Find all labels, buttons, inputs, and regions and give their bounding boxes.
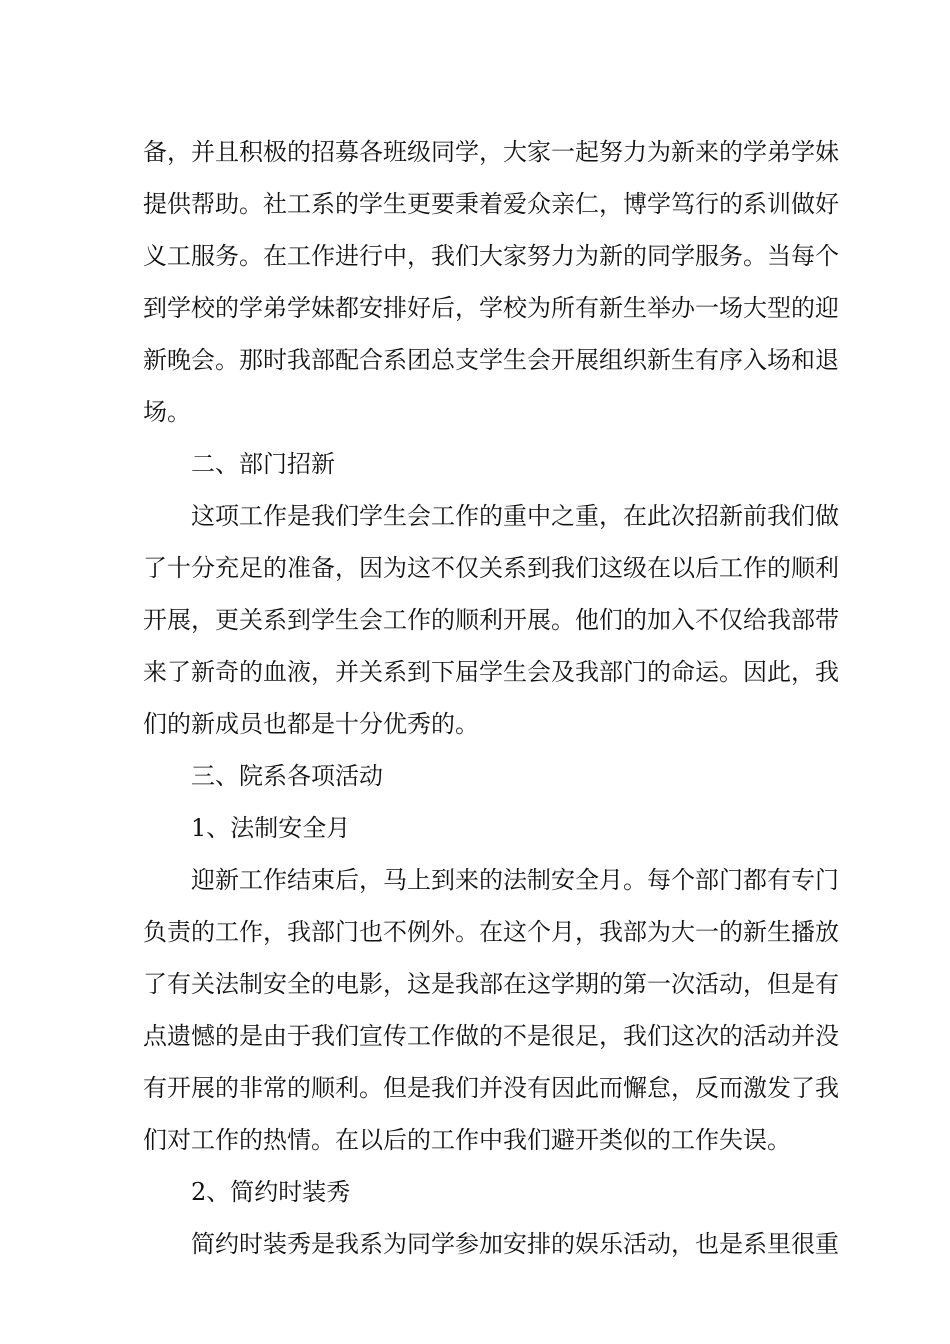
subsection-heading: 1、法制安全月 bbox=[191, 814, 351, 842]
paragraph-line: 了十分充足的准备，因为这不仅关系到我们这级在以后工作的顺利 bbox=[143, 554, 839, 582]
paragraph-line: 点遗憾的是由于我们宣传工作做的不是很足，我们这次的活动并没 bbox=[143, 1022, 839, 1050]
paragraph-line: 义工服务。在工作进行中，我们大家努力为新的同学服务。当每个 bbox=[143, 242, 839, 270]
paragraph-line: 新晚会。那时我部配合系团总支学生会开展组织新生有序入场和退 bbox=[143, 346, 839, 374]
paragraph-line: 简约时装秀是我系为同学参加安排的娱乐活动，也是系里很重 bbox=[191, 1230, 839, 1258]
paragraph-line: 提供帮助。社工系的学生更要秉着爱众亲仁，博学笃行的系训做好 bbox=[143, 190, 839, 218]
section-heading: 三、院系各项活动 bbox=[191, 762, 383, 790]
paragraph-line: 迎新工作结束后，马上到来的法制安全月。每个部门都有专门 bbox=[191, 866, 839, 894]
paragraph-line: 到学校的学弟学妹都安排好后，学校为所有新生举办一场大型的迎 bbox=[143, 294, 839, 322]
paragraph-line: 来了新奇的血液，并关系到下届学生会及我部门的命运。因此，我 bbox=[143, 658, 839, 686]
paragraph-line: 负责的工作，我部门也不例外。在这个月，我部为大一的新生播放 bbox=[143, 918, 839, 946]
paragraph-line: 有开展的非常的顺利。但是我们并没有因此而懈怠，反而激发了我 bbox=[143, 1074, 839, 1102]
subsection-heading: 2、简约时装秀 bbox=[191, 1178, 351, 1206]
paragraph-line: 开展，更关系到学生会工作的顺利开展。他们的加入不仅给我部带 bbox=[143, 606, 839, 634]
paragraph-line: 场。 bbox=[143, 398, 191, 426]
paragraph-line: 们的新成员也都是十分优秀的。 bbox=[143, 710, 479, 738]
section-heading: 二、部门招新 bbox=[191, 450, 335, 478]
paragraph-line: 备，并且积极的招募各班级同学，大家一起努力为新来的学弟学妹 bbox=[143, 138, 839, 166]
paragraph-line: 这项工作是我们学生会工作的重中之重，在此次招新前我们做 bbox=[191, 502, 839, 530]
paragraph-line: 们对工作的热情。在以后的工作中我们避开类似的工作失误。 bbox=[143, 1126, 791, 1154]
paragraph-line: 了有关法制安全的电影，这是我部在这学期的第一次活动，但是有 bbox=[143, 970, 839, 998]
